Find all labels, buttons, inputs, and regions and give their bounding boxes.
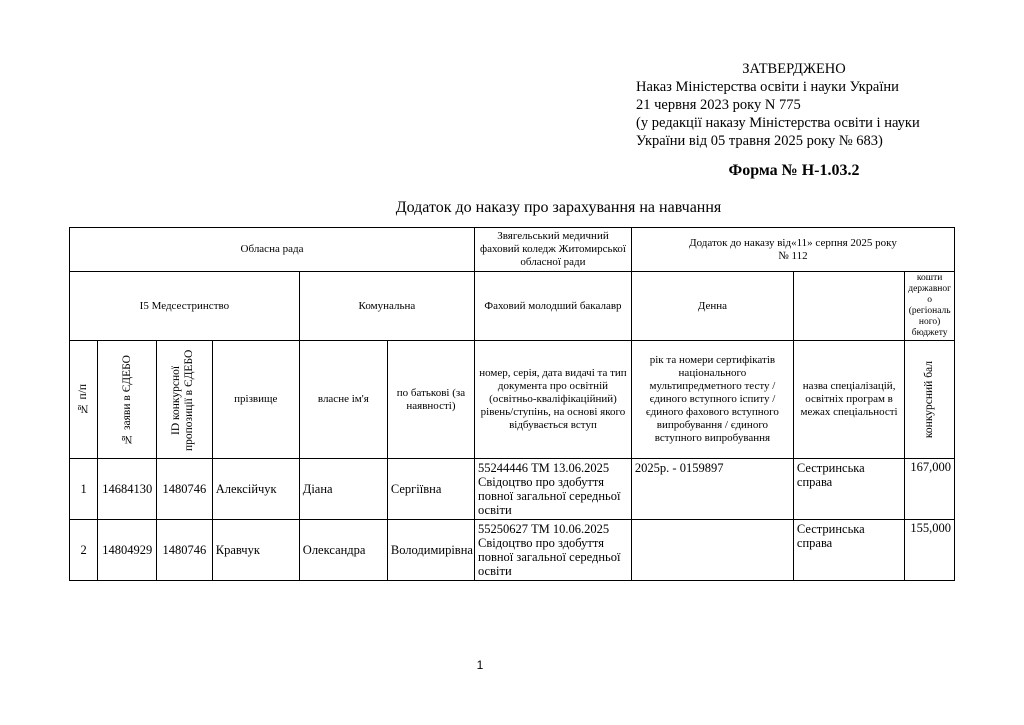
row-patronymic: Володимирівна	[387, 520, 474, 581]
row-first-name: Олександра	[299, 520, 387, 581]
form-number: Форма № Н-1.03.2	[728, 162, 860, 179]
row-patronymic: Сергіївна	[387, 459, 474, 520]
col-header-specialization: назва спеціалізацій, освітніх програм в межах спеціальності	[793, 341, 904, 459]
approval-line: (у редакції наказу Міністерства освіти і науки	[636, 115, 920, 131]
col-header-score	[905, 341, 955, 459]
header-row-institution	[70, 228, 955, 272]
row-surname: Кравчук	[212, 520, 299, 581]
col-header-patronymic: по батькові (за наявності)	[387, 341, 474, 459]
table-row	[70, 459, 955, 520]
ownership-cell: Комунальна	[299, 272, 474, 341]
enrollment-table	[69, 227, 955, 581]
col-header-certificates: рік та номери сертифікатів національного мультипредметного тесту / єдиного вступного іспиту / єдиного фахового вступного випробування / єдиного вступного випробування	[631, 341, 793, 459]
row-app-no: 14804929	[98, 520, 157, 581]
row-certificates	[631, 520, 793, 581]
row-num: 2	[70, 520, 98, 581]
study-form-cell: Денна	[631, 272, 793, 341]
approval-heading: ЗАТВЕРДЖЕНО	[742, 61, 846, 77]
empty-cell	[793, 272, 904, 341]
approval-block	[636, 60, 966, 150]
approval-line: 21 червня 2023 року N 775	[636, 97, 801, 113]
col-header-offer-id	[157, 341, 213, 459]
row-offer-id: 1480746	[157, 459, 213, 520]
table-row	[70, 520, 955, 581]
order-ref-number: № 112	[778, 249, 808, 262]
row-score: 155,000	[905, 520, 955, 581]
degree-cell: Фаховий молодший бакалавр	[475, 272, 632, 341]
col-header-app-no	[98, 341, 157, 459]
row-document: 55250627 ТМ 10.06.2025 Свідоцтво про здобуття повної загальної середньої освіти	[475, 520, 632, 581]
page-number: 1	[476, 658, 484, 672]
col-header-num	[70, 341, 98, 459]
col-header-document: номер, серія, дата видачі та тип документа про освітній (освітньо-кваліфікаційний) рівень/ступінь, на основі якого відбувається вступ	[475, 341, 632, 459]
row-first-name: Діана	[299, 459, 387, 520]
header-row-columns	[70, 341, 955, 459]
col-header-surname: прізвище	[212, 341, 299, 459]
institution-cell: Звягельський медичний фаховий коледж Житомирської обласної ради	[475, 228, 632, 272]
offer-id-header-label: ID конкурсної пропозиції в ЄДЕБО	[170, 348, 196, 451]
funding-cell: кошти державног о (регіональ ного) бюджету	[905, 272, 955, 341]
row-num: 1	[70, 459, 98, 520]
approval-line: України від 05 травня 2025 року № 683)	[636, 133, 883, 149]
approval-line: Наказ Міністерства освіти і науки України	[636, 79, 899, 95]
row-document: 55244446 ТМ 13.06.2025 Свідоцтво про здобуття повної загальної середньої освіти	[475, 459, 632, 520]
row-surname: Алексійчук	[212, 459, 299, 520]
header-row-program	[70, 272, 955, 341]
region-council-cell: Обласна рада	[70, 228, 475, 272]
row-score: 167,000	[905, 459, 955, 520]
document-title: Додаток до наказу про зарахування на навчання	[395, 199, 722, 216]
app-no-header-label: № заяви в ЄДЕБО	[120, 354, 133, 445]
col-header-first-name: власне ім'я	[299, 341, 387, 459]
row-specialization: Сестринська справа	[793, 520, 904, 581]
row-certificates: 2025р. - 0159897	[631, 459, 793, 520]
specialty-cell: I5 Медсестринство	[70, 272, 300, 341]
row-specialization: Сестринська справа	[793, 459, 904, 520]
order-ref-line: Додаток до наказу від«11» серпня 2025 року	[689, 236, 897, 249]
row-app-no: 14684130	[98, 459, 157, 520]
num-header-label: № п/п	[77, 384, 90, 415]
order-ref-cell	[631, 228, 954, 272]
row-offer-id: 1480746	[157, 520, 213, 581]
score-header-label: конкурсний бал	[923, 360, 936, 439]
